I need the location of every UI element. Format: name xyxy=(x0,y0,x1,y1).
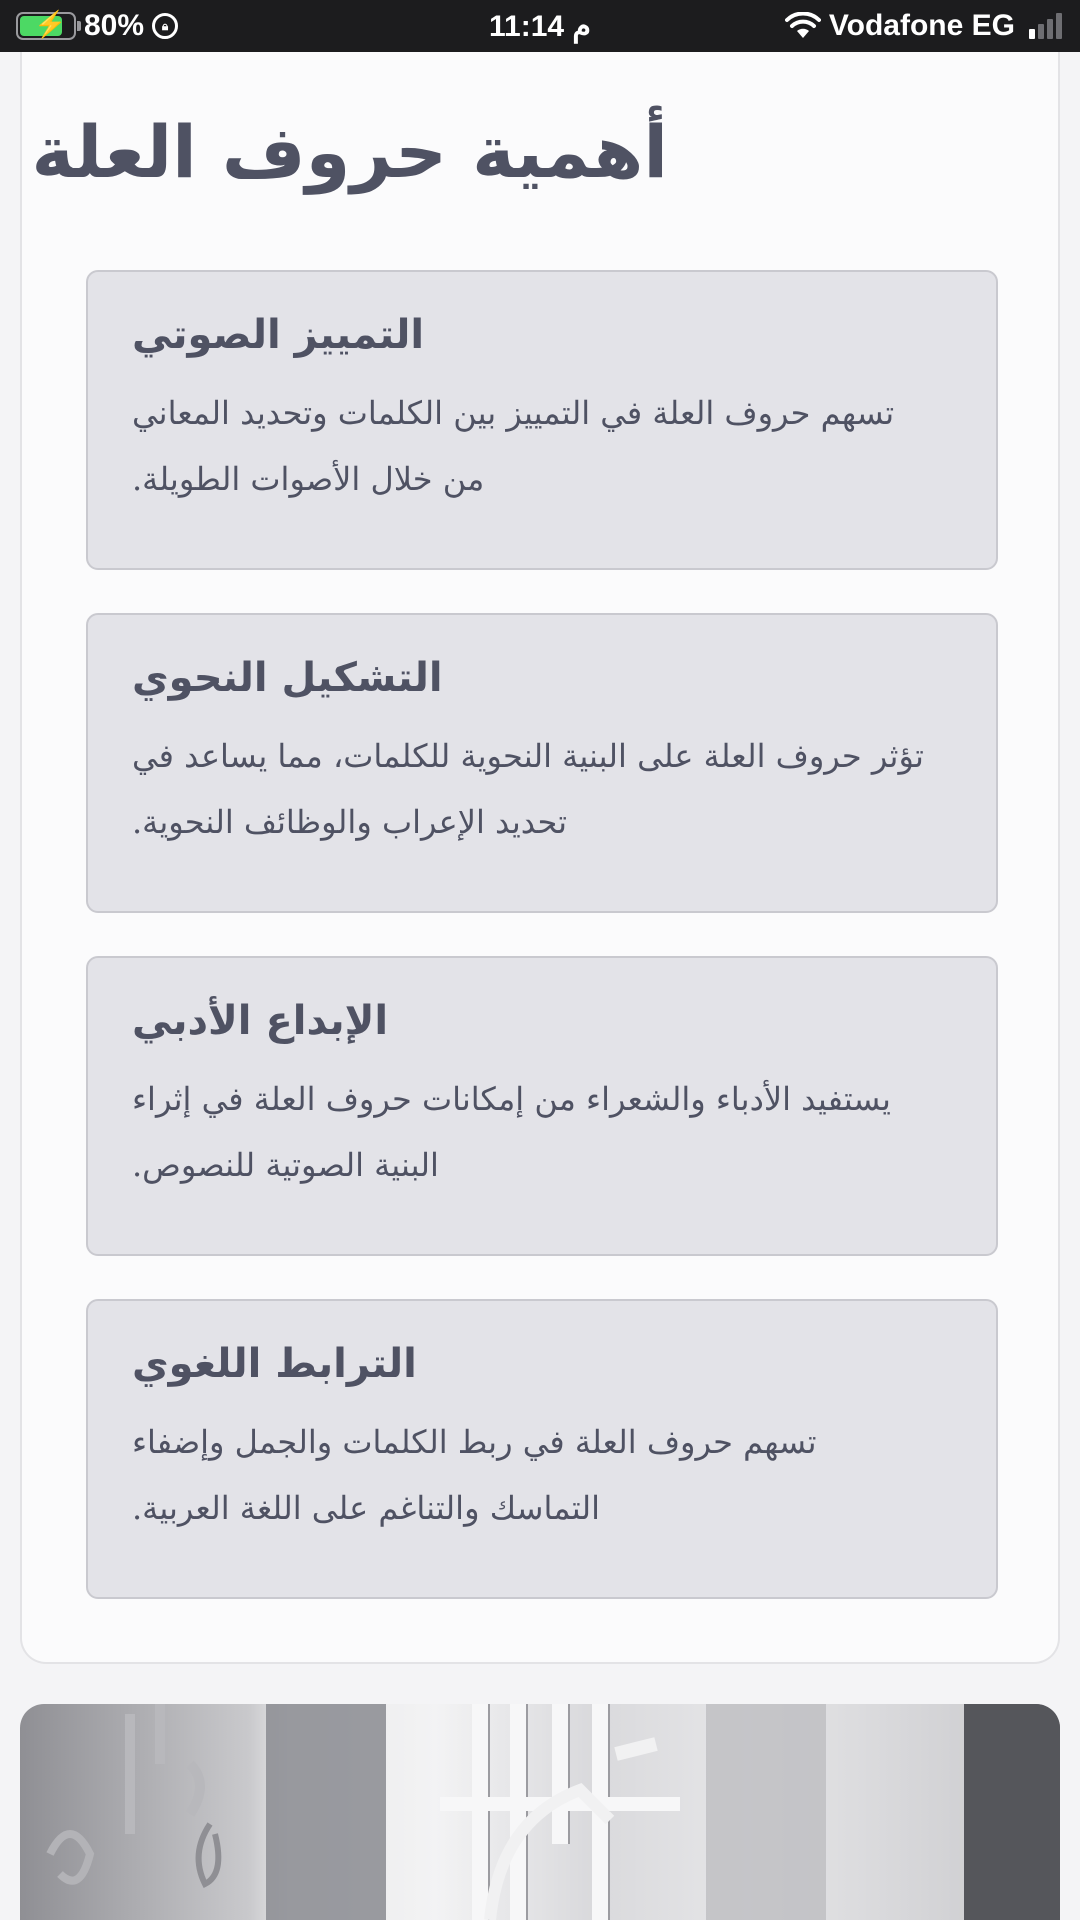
info-card xyxy=(86,613,998,913)
card-body xyxy=(132,723,952,855)
card-title: التمييز الصوتي xyxy=(132,312,425,358)
calligraphy-illustration xyxy=(20,1704,1060,1920)
card-title: التشكيل النحوي xyxy=(132,655,443,701)
card-body-line: تسهم حروف العلة في التمييز بين الكلمات وتحديد المعاني xyxy=(132,394,895,432)
card-body-line: تؤثر حروف العلة على البنية النحوية للكلمات، مما يساعد في xyxy=(132,737,924,775)
clock-ampm: م xyxy=(572,9,591,43)
clock-time: 11:14 xyxy=(489,9,565,43)
card-title: الترابط اللغوي xyxy=(132,1341,417,1387)
signal-bar xyxy=(1038,24,1044,39)
page-title: أهمية حروف العلة xyxy=(31,110,668,194)
orientation-lock-icon: 🔒︎ xyxy=(152,13,178,39)
card-body-line: البنية الصوتية للنصوص. xyxy=(132,1146,439,1184)
signal-bar xyxy=(1029,29,1035,39)
signal-bar xyxy=(1047,19,1053,39)
card-body-line: التماسك والتناغم على اللغة العربية. xyxy=(132,1489,601,1527)
card-body-line: يستفيد الأدباء والشعراء من إمكانات حروف العلة في إثراء xyxy=(132,1080,891,1118)
signal-icon xyxy=(1029,13,1062,39)
importance-section xyxy=(20,52,1060,1664)
calligraphy-image xyxy=(20,1704,1060,1920)
battery-charging-icon xyxy=(16,9,76,40)
card-body xyxy=(132,1066,952,1198)
carrier-name: Vodafone EG xyxy=(828,9,1015,42)
info-card xyxy=(86,270,998,570)
battery-percent: 80% xyxy=(84,9,145,42)
card-body xyxy=(132,1409,952,1541)
info-card xyxy=(86,956,998,1256)
card-title: الإبداع الأدبي xyxy=(132,998,389,1044)
card-body-line: تحديد الإعراب والوظائف النحوية. xyxy=(132,803,568,841)
card-body-line: من خلال الأصوات الطويلة. xyxy=(132,460,485,498)
status-left xyxy=(16,9,178,43)
status-bar xyxy=(0,0,1080,52)
wifi-icon xyxy=(785,12,821,40)
charging-bolt-icon: ⚡ xyxy=(34,9,67,39)
card-body xyxy=(132,380,952,512)
signal-bar xyxy=(1056,13,1062,39)
status-right xyxy=(785,9,1062,43)
card-body-line: تسهم حروف العلة في ربط الكلمات والجمل وإضفاء xyxy=(132,1423,817,1461)
info-card xyxy=(86,1299,998,1599)
